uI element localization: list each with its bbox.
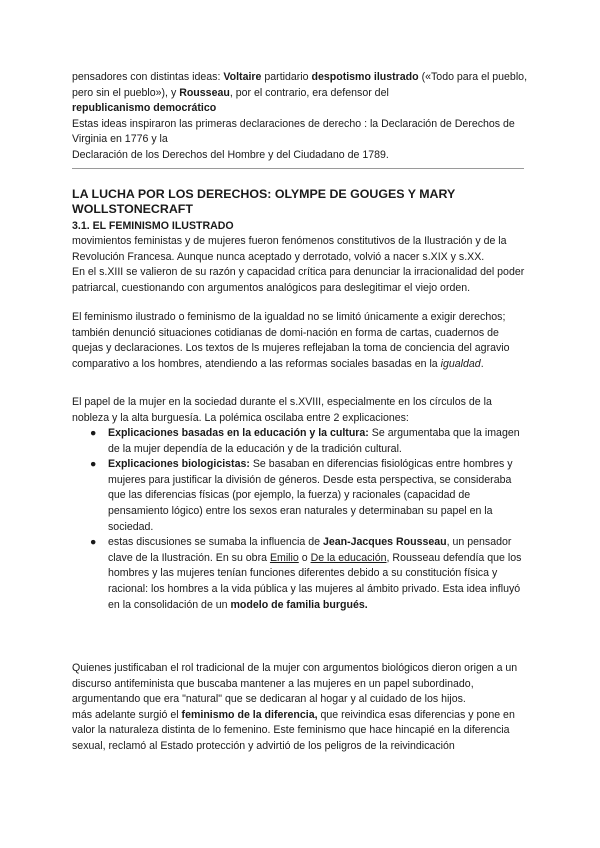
intro-text: partidario	[261, 71, 312, 83]
explanations-list	[72, 426, 530, 613]
paragraph-razon: En el s.XIII se valieron de su razón y capacidad crítica para denunciar la irracionalidad del poder patriarcal, cuestionando con argumentos analógicos para deslegitimar el viejo orden.	[72, 266, 525, 294]
paragraph-text: que reivindica esas diferencias y pone en valor la naturaleza distinta de lo femenino. Este feminismo que hace hincapié en la diferencia sexual, reclamó al Estado protección y advirtió de los peligros de la reivindicación	[72, 708, 515, 752]
paragraph-antifeminista: Quienes justificaban el rol tradicional de la mujer con argumentos biológicos dieron origen a un discurso antifeminista que buscaba mantener a las mujeres en un papel subordinado, argumentando que era "natural" que se dedicaran al hogar y al cuidado de los hijos.	[72, 662, 518, 706]
section-heading: LA LUCHA POR LOS DERECHOS: OLYMPE DE GOUGES Y MARY WOLLSTONECRAFT	[72, 187, 456, 216]
list-item-text: Se basaban en diferencias fisiológicas entre hombres y mujeres para justificar la división de géneros. Desde esta perspectiva, se consideraba que las diferencias físicas (por ejemplo, la fuerza) y racionales (capacidad de pensamiento lógico) entre los sexos eran naturales y determinaban su papel en la sociedad.	[108, 458, 513, 533]
list-item	[72, 457, 530, 535]
paragraph-text: .	[480, 357, 484, 370]
list-item-text: Se argumentaba que la imagen de la mujer dependía de la educación y de la tradición cultural.	[108, 427, 520, 455]
body-block-1	[72, 234, 530, 296]
paragraph-papel-mujer: El papel de la mujer en la sociedad durante el s.XVIII, especialmente en los círculos de la nobleza y la alta burguesía. La polémica oscilaba entre 2 explicaciones:	[72, 396, 492, 424]
intro-block	[72, 70, 530, 164]
paragraph-text: El feminismo ilustrado o feminismo de la igualdad no se limitó únicamente a exigir derechos; también denunció situaciones cotidianas de domi-nación en forma de cartas, cuadernos de quejas y declaraciones. Los textos de ls mujeres reflejaban la toma de conciencia del agravio comparativo a los hombres, atendiendo a las reformas sociales basadas en la	[72, 311, 510, 370]
list-item-text: o	[298, 551, 311, 564]
paragraph-feminismo-diferencia	[72, 708, 530, 755]
section-subheading: 3.1. EL FEMINISMO ILUSTRADO	[72, 220, 234, 232]
list-item	[72, 535, 530, 613]
emilio-title: Emilio	[269, 551, 299, 564]
list-item-bold: Explicaciones basadas en la educación y la cultura:	[108, 427, 369, 439]
intro-paragraph-1	[72, 70, 530, 117]
bullet-icon: ●	[90, 536, 97, 549]
intro-text: , por el contrario, era defensor del	[229, 86, 389, 99]
educacion-title: De la educación	[310, 551, 387, 564]
intro-text: pensadores con distintas ideas:	[72, 71, 224, 83]
intro-paragraph-2: Estas ideas inspiraron las primeras declaraciones de derecho : la Declaración de Derechos de Virginia en 1776 y la	[72, 117, 515, 146]
list-item-text: , Rousseau defendía que los hombres y las mujeres tenían funciones diferentes debido a su constitución física y racional: los hombres a la vida pública y las mujeres al ámbito privado. Esta idea influyó en la consolidación de un	[108, 551, 522, 611]
paragraph-feminismo-igualdad	[72, 310, 530, 372]
feminismo-diferencia-bold: feminismo de la diferencia,	[181, 708, 318, 721]
body-block-2	[72, 310, 530, 372]
bullet-icon: ●	[90, 427, 97, 439]
igualdad-italic: igualdad	[440, 357, 481, 370]
despotismo-bold: despotismo ilustrado	[311, 71, 419, 83]
rousseau-bold: Rousseau	[179, 86, 230, 99]
closing-block	[72, 661, 530, 755]
republicanismo-bold: republicanismo democrático	[72, 102, 217, 115]
list-item-bold: Explicaciones biologicistas:	[108, 458, 250, 471]
list-item-text: , un pensador clave de la Ilustración. En su obra	[108, 536, 512, 564]
rousseau-name-bold: Jean-Jacques Rousseau	[322, 536, 447, 549]
bullet-icon: ●	[90, 458, 97, 471]
paragraph-movimientos: movimientos feministas y de mujeres fueron fenómenos constitutivos de la Ilustración y de la Revolución Francesa. Aunque nunca aceptado y derrotado, volvió a nacer s.XIX y s.XX.	[72, 235, 507, 263]
voltaire-bold: Voltaire	[223, 71, 262, 83]
intro-text: («Todo para el pueblo, pero sin el pueblo»), y	[72, 71, 528, 99]
list-item	[72, 426, 530, 457]
body-block-3	[72, 395, 530, 426]
intro-paragraph-3: Declaración de los Derechos del Hombre y del Ciudadano de 1789.	[72, 148, 389, 161]
paragraph-text: más adelante surgió el	[72, 708, 182, 721]
modelo-familia-bold: modelo de familia burgués.	[230, 598, 368, 611]
horizontal-divider	[72, 168, 524, 169]
list-item-text: estas discusiones se sumaba la influencia de	[108, 536, 323, 549]
